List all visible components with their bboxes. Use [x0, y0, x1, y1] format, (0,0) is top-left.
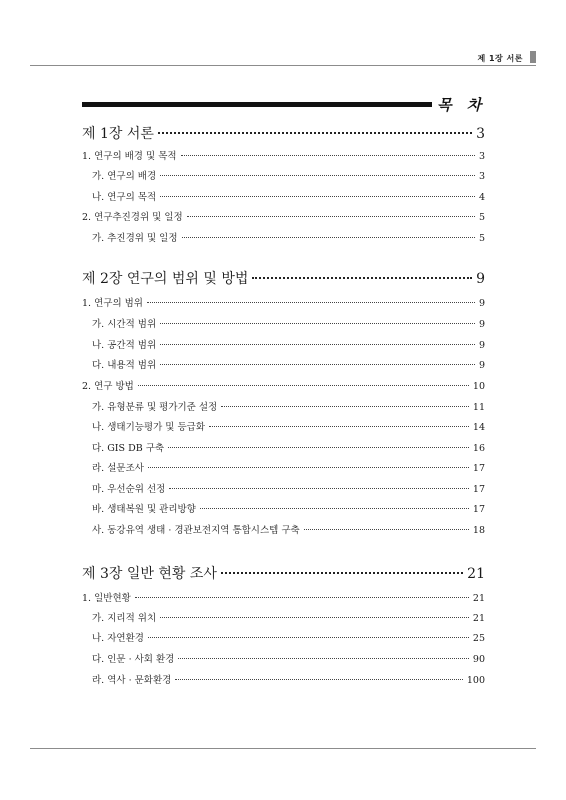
toc-dot-leader: [148, 637, 469, 638]
toc-entry-label: 나. 생태기능평가 및 등급화: [92, 422, 206, 433]
toc-entry-label: 라. 역사 · 문화환경: [92, 675, 172, 686]
toc-entry-label: 1. 연구의 배경 및 목적: [82, 151, 177, 162]
running-header: 제 1장 서론: [477, 54, 523, 63]
toc-entry-label: 제 1장 서론: [82, 126, 154, 142]
toc-subsection-entry[interactable]: [92, 501, 485, 515]
toc-dot-leader: [160, 344, 475, 345]
toc-entry-label: 1. 연구의 범위: [82, 298, 143, 309]
toc-dot-leader: [209, 426, 469, 427]
toc-section-entry[interactable]: [82, 378, 485, 392]
toc-subsection-entry[interactable]: [92, 522, 485, 536]
toc-entry-label: 사. 동강유역 생태 · 경관보전지역 통합시스템 구축: [92, 525, 300, 536]
toc-page-number: 9: [476, 271, 485, 287]
toc-subsection-entry[interactable]: [92, 672, 485, 686]
toc-dot-leader: [182, 237, 475, 238]
toc-title-bar: [82, 102, 432, 107]
toc-dot-leader: [175, 679, 463, 680]
toc-dot-leader: [160, 617, 469, 618]
toc-page-number: 21: [467, 566, 485, 582]
toc-dot-leader: [200, 508, 469, 509]
toc-subsection-entry[interactable]: [92, 481, 485, 495]
footer-rule: [30, 748, 536, 749]
toc-dot-leader: [252, 277, 472, 279]
toc-entry-label: 2. 연구 방법: [82, 381, 134, 392]
toc-dot-leader: [169, 488, 469, 489]
toc-subsection-entry[interactable]: [92, 230, 485, 244]
toc-entry-label: 마. 우선순위 선정: [92, 484, 166, 495]
toc-page-number: 3: [476, 126, 485, 142]
toc-page-number: 21: [472, 613, 485, 624]
toc-entry-label: 2. 연구추진경위 및 일정: [82, 212, 183, 223]
toc-subsection-entry[interactable]: [92, 316, 485, 330]
toc-page-number: 3: [478, 171, 485, 182]
toc-subsection-entry[interactable]: [92, 440, 485, 454]
toc-page-number: 18: [472, 525, 485, 536]
toc-dot-leader: [168, 447, 469, 448]
toc-page-number: 4: [478, 192, 485, 203]
toc-dot-leader: [221, 406, 469, 407]
toc-dot-leader: [178, 658, 469, 659]
toc-entry-label: 제 2장 연구의 범위 및 방법: [82, 271, 249, 287]
toc-chapter-entry[interactable]: [82, 268, 485, 288]
toc-subsection-entry[interactable]: [92, 610, 485, 624]
toc-page-number: 5: [478, 212, 485, 223]
toc-page-number: 17: [472, 463, 485, 474]
toc-entry-label: 다. 내용적 범위: [92, 360, 157, 371]
toc-entry-label: 가. 지리적 위치: [92, 613, 157, 624]
toc-dot-leader: [148, 467, 469, 468]
toc-dot-leader: [181, 155, 475, 156]
toc-page-number: 9: [478, 298, 485, 309]
toc-entry-label: 가. 유형분류 및 평가기준 설정: [92, 402, 218, 413]
toc-entry-label: 가. 시간적 범위: [92, 319, 157, 330]
toc-dot-leader: [138, 385, 469, 386]
toc-page-number: 9: [478, 319, 485, 330]
header-rule: [30, 65, 536, 66]
toc-page-number: 11: [472, 402, 485, 413]
toc-page-number: 3: [478, 151, 485, 162]
toc-page-number: 100: [466, 675, 485, 686]
toc-page-number: 10: [472, 381, 485, 392]
toc-chapter-entry[interactable]: [82, 123, 485, 143]
toc-title: 목 차: [437, 96, 482, 114]
toc-entry-label: 다. 인문 · 사회 환경: [92, 654, 175, 665]
toc-page-number: 9: [478, 340, 485, 351]
toc-subsection-entry[interactable]: [92, 399, 485, 413]
toc-entry-label: 가. 연구의 배경: [92, 171, 157, 182]
toc-page-number: 17: [472, 484, 485, 495]
toc-dot-leader: [221, 572, 463, 574]
toc-dot-leader: [160, 323, 475, 324]
toc-subsection-entry[interactable]: [92, 419, 485, 433]
toc-dot-leader: [158, 132, 472, 134]
toc-page-number: 90: [472, 654, 485, 665]
toc-dot-leader: [135, 597, 469, 598]
toc-entry-label: 바. 생태복원 및 관리방향: [92, 504, 196, 515]
toc-entry-label: 나. 연구의 목적: [92, 192, 157, 203]
toc-entry-label: 라. 설문조사: [92, 463, 144, 474]
toc-dot-leader: [160, 196, 475, 197]
toc-page-number: 5: [478, 233, 485, 244]
toc-section-entry[interactable]: [82, 148, 485, 162]
header-marker: [530, 51, 536, 63]
toc-subsection-entry[interactable]: [92, 189, 485, 203]
toc-entry-label: 가. 추진경위 및 일정: [92, 233, 178, 244]
toc-entry-label: 다. GIS DB 구축: [92, 443, 165, 454]
toc-subsection-entry[interactable]: [92, 651, 485, 665]
toc-page-number: 17: [472, 504, 485, 515]
toc-dot-leader: [187, 216, 475, 217]
toc-entry-label: 제 3장 일반 현황 조사: [82, 566, 217, 582]
toc-entry-label: 나. 공간적 범위: [92, 340, 157, 351]
toc-dot-leader: [304, 529, 469, 530]
toc-page-number: 9: [478, 360, 485, 371]
toc-subsection-entry[interactable]: [92, 630, 485, 644]
toc-subsection-entry[interactable]: [92, 168, 485, 182]
toc-page-number: 14: [472, 422, 485, 433]
toc-dot-leader: [160, 364, 475, 365]
toc-chapter-entry[interactable]: [82, 563, 485, 583]
toc-page-number: 16: [472, 443, 485, 454]
toc-section-entry[interactable]: [82, 295, 485, 309]
toc-page-number: 25: [472, 633, 485, 644]
toc-subsection-entry[interactable]: [92, 460, 485, 474]
toc-subsection-entry[interactable]: [92, 357, 485, 371]
toc-subsection-entry[interactable]: [92, 337, 485, 351]
toc-entry-label: 나. 자연환경: [92, 633, 144, 644]
toc-section-entry[interactable]: [82, 590, 485, 604]
toc-dot-leader: [147, 302, 475, 303]
toc-dot-leader: [160, 175, 475, 176]
toc-page-number: 21: [472, 593, 485, 604]
toc-entry-label: 1. 일반현황: [82, 593, 131, 604]
toc-section-entry[interactable]: [82, 209, 485, 223]
